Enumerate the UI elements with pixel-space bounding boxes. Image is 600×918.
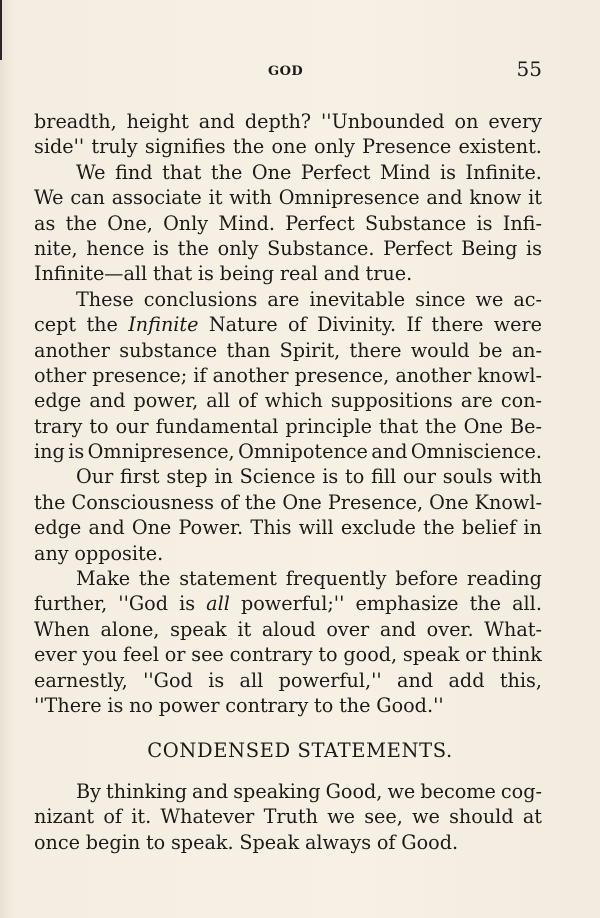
body-text	[34, 109, 542, 718]
text-line: once begin to speak. Speak always of Good.	[34, 830, 459, 854]
text-line: When alone, speak it aloud over and over. What-	[34, 617, 542, 641]
text-line: cept the Infinite Nature of Divinity. If there were	[34, 313, 542, 337]
text-line: edge and One Power. This will exclude the belief in	[34, 516, 542, 540]
page-number: 55	[516, 57, 542, 81]
text-line: ever you feel or see contrary to good, speak or think	[34, 643, 542, 667]
text-line: further, ''God is all powerful;'' emphasize the all.	[34, 592, 542, 616]
text-line: other presence; if another presence, another knowl-	[34, 363, 542, 387]
text-line: By thinking and speaking Good, we become cog-	[76, 780, 542, 803]
text-line: ''There is no power contrary to the Good.''	[34, 693, 444, 717]
text-line: edge and power, all of which suppositions are con-	[34, 389, 542, 413]
section-body-text	[34, 779, 542, 855]
text-line: any opposite.	[34, 541, 164, 565]
text-line: These conclusions are inevitable since we ac-	[76, 287, 542, 311]
text-line: We find that the One Perfect Mind is Infinite.	[76, 160, 542, 184]
section-heading: CONDENSED STATEMENTS.	[147, 739, 453, 762]
text-line: ing is Omnipresence, Omnipotence and Omniscience.	[34, 440, 542, 464]
text-line: another substance than Spirit, there would be an-	[34, 338, 542, 362]
text-line: nite, hence is the only Substance. Perfect Being is	[34, 236, 542, 260]
text-line: breadth, height and depth? ''Unbounded on every	[34, 110, 542, 133]
text-line: trary to our fundamental principle that the One Be-	[34, 414, 542, 438]
text-line: Our first step in Science is to fill our souls with	[76, 465, 542, 489]
text-line: the Consciousness of the One Presence, One Knowl-	[34, 490, 542, 514]
text-line: Infinite—all that is being real and true.	[34, 262, 413, 286]
page-edge-mark	[0, 0, 2, 60]
text-line: as the One, Only Mind. Perfect Substance is Infi-	[34, 211, 542, 235]
text-line: earnestly, ''God is all powerful,'' and add this,	[34, 668, 542, 692]
text-line: nizant of it. Whatever Truth we see, we should at	[34, 805, 542, 829]
text-line: side'' truly signifies the one only Presence existent.	[34, 135, 542, 159]
running-head: GOD	[268, 64, 304, 79]
text-line: Make the statement frequently before reading	[76, 567, 542, 591]
text-line: We can associate it with Omnipresence and know it	[34, 186, 542, 210]
